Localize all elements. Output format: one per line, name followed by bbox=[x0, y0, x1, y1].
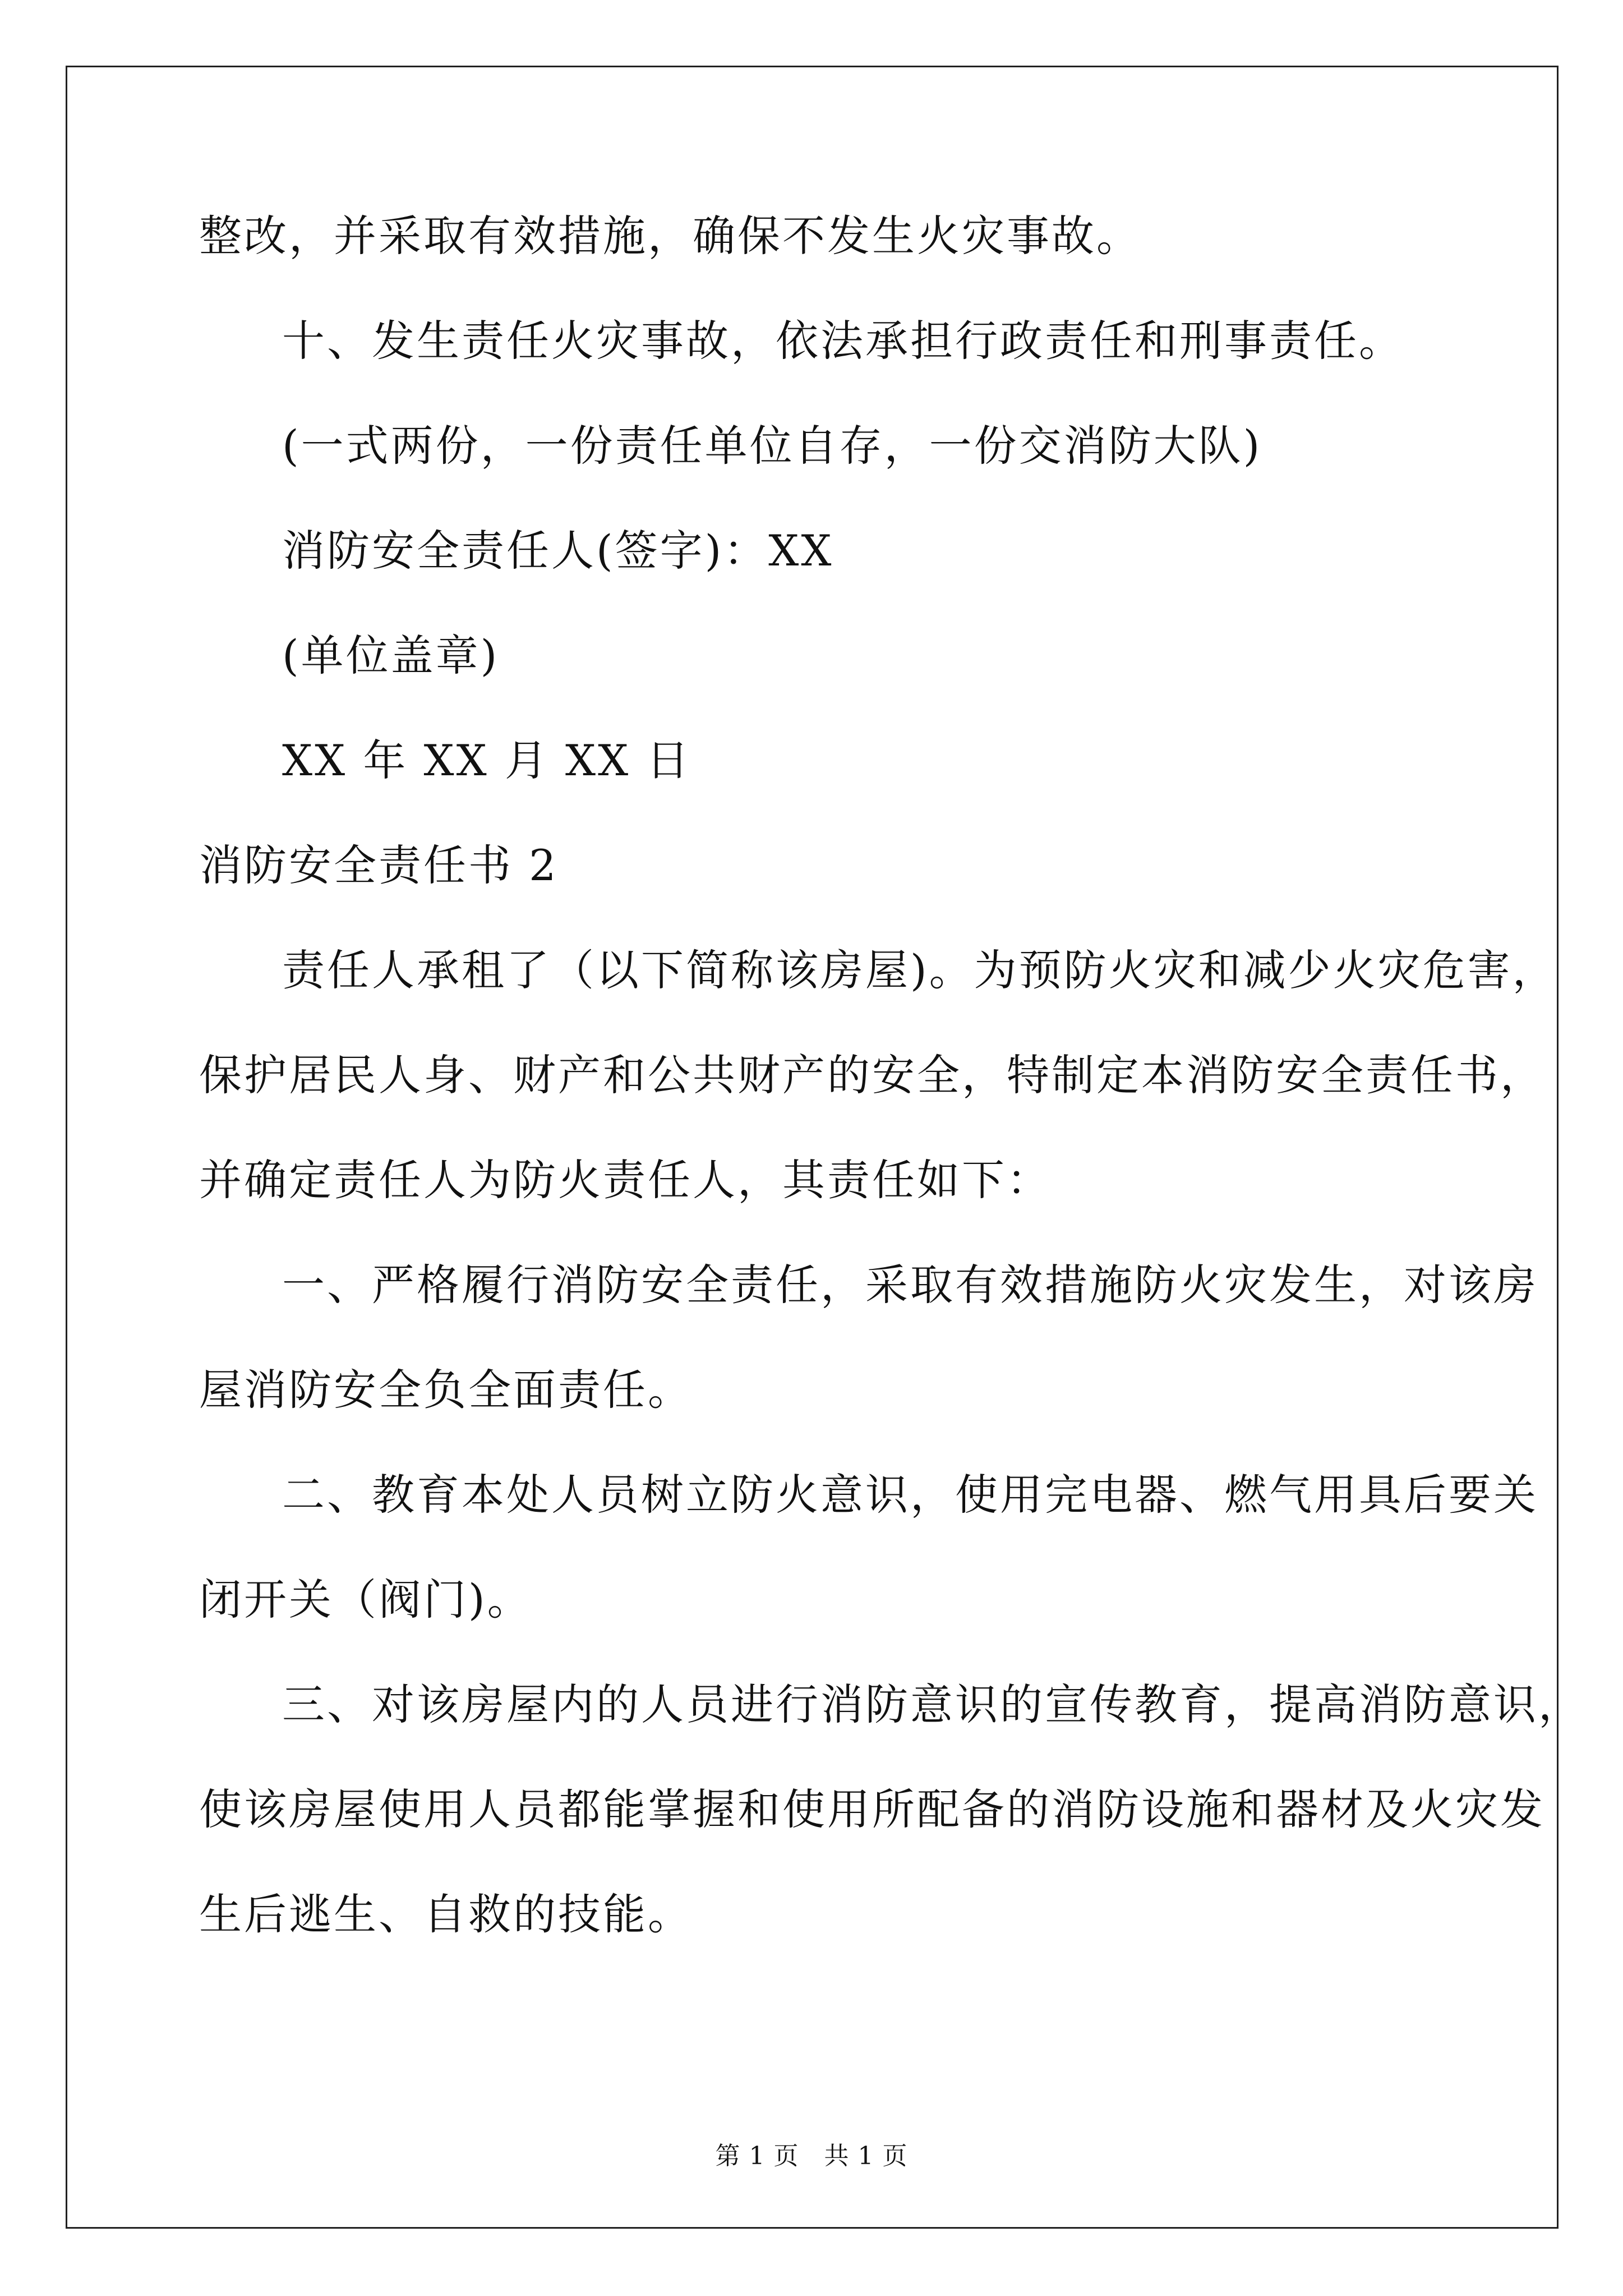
seal-line: (单位盖章) bbox=[282, 631, 500, 680]
text-line: 整改，并采取有效措施，确保不发生火灾事故。 bbox=[199, 211, 1141, 261]
text-line: 生后逃生、自救的技能。 bbox=[199, 1889, 693, 1939]
text-line: (一式两份，一份责任单位自存，一份交消防大队) bbox=[282, 421, 1262, 471]
page-footer: 第 1 页 共 1 页 bbox=[715, 2142, 908, 2170]
text-line: 使该房屋使用人员都能掌握和使用所配备的消防设施和器材及火灾发 bbox=[199, 1784, 1545, 1834]
text-line: 并确定责任人为防火责任人，其责任如下： bbox=[199, 1155, 1052, 1205]
text-line: 屋消防安全负全面责任。 bbox=[199, 1365, 693, 1415]
date-line: XX 年 XX 月 XX 日 bbox=[282, 735, 691, 785]
text-line: 保护居民人身、财产和公共财产的安全，特制定本消防安全责任书， bbox=[199, 1050, 1545, 1100]
text-line: 责任人承租了（以下简称该房屋)。为预防火灾和减少火灾危害， bbox=[282, 945, 1557, 995]
text-line: 十、发生责任火灾事故，依法承担行政责任和刑事责任。 bbox=[282, 316, 1404, 366]
text-line: 二、教育本处人员树立防火意识，使用完电器、燃气用具后要关 bbox=[282, 1470, 1538, 1520]
text-line: 闭开关（阀门)。 bbox=[199, 1575, 532, 1625]
section-title: 消防安全责任书 2 bbox=[199, 840, 559, 890]
text-line: 三、对该房屋内的人员进行消防意识的宣传教育，提高消防意识， bbox=[282, 1680, 1583, 1729]
signature-line: 消防安全责任人(签字)：XX bbox=[282, 526, 834, 576]
text-line: 一、严格履行消防安全责任，采取有效措施防火灾发生，对该房 bbox=[282, 1260, 1538, 1310]
